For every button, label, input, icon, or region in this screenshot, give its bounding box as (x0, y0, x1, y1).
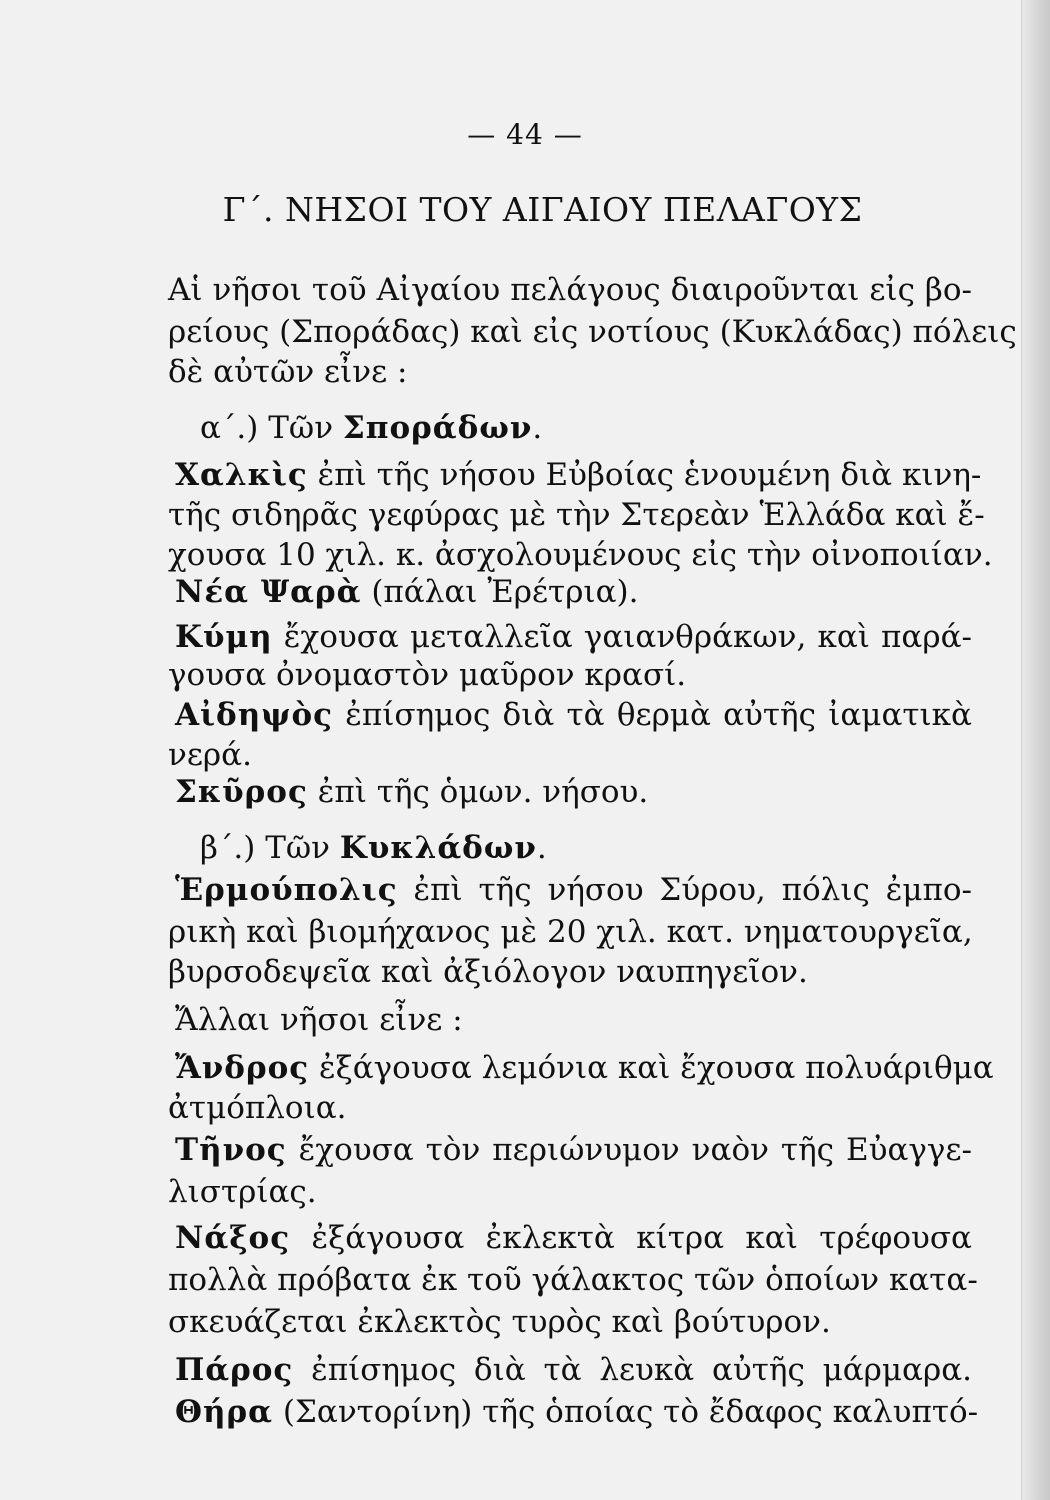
line-text: ἐπὶ τῆς νήσου Σύρου, πόλις ἐμπο- (397, 872, 972, 908)
text-line (175, 1350, 972, 1390)
text-line (175, 772, 648, 812)
place-name: Ἑρμούπολις (175, 872, 398, 908)
text-line (175, 870, 972, 910)
line-text: Ἄλλαι νῆσοι εἶνε : (175, 1002, 463, 1038)
text-line (175, 1218, 972, 1258)
line-text: . (536, 830, 547, 866)
text-line (168, 535, 993, 575)
line-text: (πάλαι Ἐρέτρια). (361, 574, 639, 610)
place-name: Νάξος (175, 1220, 291, 1256)
text-line (200, 408, 542, 448)
text-line (168, 312, 1017, 352)
text-line (175, 1130, 972, 1170)
subsection-title: Σποράδων (342, 410, 533, 446)
place-name: Πάρος (175, 1352, 294, 1388)
line-text: . (532, 410, 543, 446)
line-text: λιστρίας. (168, 1174, 317, 1210)
place-name: Κύμη (175, 619, 273, 655)
line-text: δὲ αὐτῶν εἶνε : (168, 354, 408, 390)
place-name: Ἄνδρος (175, 1050, 310, 1086)
line-text: ρικὴ καὶ βιομήχανος μὲ 20 χιλ. κατ. νηματουργεῖα, (168, 914, 973, 950)
line-text: σκευάζεται ἐκλεκτὸς τυρὸς καὶ βούτυρον. (168, 1304, 831, 1340)
line-text: Αἱ νῆσοι τοῦ Αἰγαίου πελάγους διαιροῦνται εἰς βο- (168, 272, 972, 308)
text-line (175, 572, 638, 612)
line-text: ἀτμόπλοια. (168, 1090, 347, 1126)
text-line (175, 455, 982, 495)
line-text: ἐξάγουσα ἐκλεκτὰ κίτρα καὶ τρέφουσα (290, 1220, 972, 1256)
line-text: ἔχουσα μεταλλεῖα γαιανθράκων, καὶ παρά- (272, 619, 972, 655)
text-line (168, 1088, 347, 1128)
place-name: Θήρα (175, 1394, 274, 1430)
line-text: βυρσοδεψεῖα καὶ ἀξιόλογον ναυπηγεῖον. (168, 954, 808, 990)
line-text: (Σαντορίνη) τῆς ὁποίας τὸ ἔδαφος καλυπτό- (273, 1394, 979, 1430)
text-line (168, 1172, 317, 1212)
text-line (200, 828, 547, 868)
text-line (168, 1302, 831, 1342)
place-name: Σκῦρος (175, 774, 308, 810)
line-text: ἐπίσημος διὰ τὰ θερμὰ αὐτῆς ἰαματικὰ (333, 697, 972, 733)
line-text: χουσα 10 χιλ. κ. ἀσχολουμένους εἰς τὴν οἰνοποιίαν. (168, 537, 993, 573)
place-name: Χαλκὶς (175, 457, 308, 493)
text-line (168, 912, 972, 952)
place-name: Νέα Ψαρὰ (175, 574, 362, 610)
text-line (168, 952, 808, 992)
text-line (168, 270, 972, 310)
text-line (168, 655, 686, 695)
text-line (175, 1000, 463, 1040)
line-text: γουσα ὀνομαστὸν μαῦρον κρασί. (168, 657, 687, 693)
text-line (168, 352, 407, 392)
text-line (175, 695, 972, 735)
subsection-title: Κυκλάδων (339, 830, 537, 866)
text-line (175, 617, 972, 657)
text-line (175, 1048, 994, 1088)
line-text: ρείους (Σποράδας) καὶ εἰς νοτίους (Κυκλάδας) πόλεις (168, 314, 1017, 350)
line-text: νερά. (168, 737, 252, 773)
text-line (168, 735, 252, 775)
line-text: ἐπὶ τῆς νήσου Εὐβοίας ἑνουμένη διὰ κινη- (307, 457, 982, 493)
subsection-prefix: α΄.) Τῶν (200, 410, 343, 446)
line-text: ἐπὶ τῆς ὁμων. νήσου. (307, 774, 649, 810)
line-text: πολλὰ πρόβατα ἐκ τοῦ γάλακτος τῶν ὁποίων κατα- (168, 1262, 978, 1298)
line-text: ἔχουσα τὸν περιώνυμον ναὸν τῆς Εὐαγγε- (286, 1132, 972, 1168)
place-name: Αἰδηψὸς (175, 697, 334, 733)
subsection-prefix: β΄.) Τῶν (200, 830, 340, 866)
text-line (168, 1260, 978, 1300)
line-text: ἐξάγουσα λεμόνια καὶ ἔχουσα πολυάριθμα (309, 1050, 994, 1086)
place-name: Τῆνος (175, 1132, 287, 1168)
line-text: ἐπίσημος διὰ τὰ λευκὰ αὐτῆς μάρμαρα. (293, 1352, 972, 1388)
section-title: Γ΄. ΝΗΣΟΙ ΤΟΥ ΑΙΓΑΙΟΥ ΠΕΛΑΓΟΥΣ (222, 190, 863, 229)
text-line (175, 1392, 979, 1432)
page-number: — 44 — (467, 118, 583, 151)
line-text: τῆς σιδηρᾶς γεφύρας μὲ τὴν Στερεὰν Ἑλλάδα καὶ ἔ- (168, 497, 985, 533)
text-line (168, 495, 985, 535)
